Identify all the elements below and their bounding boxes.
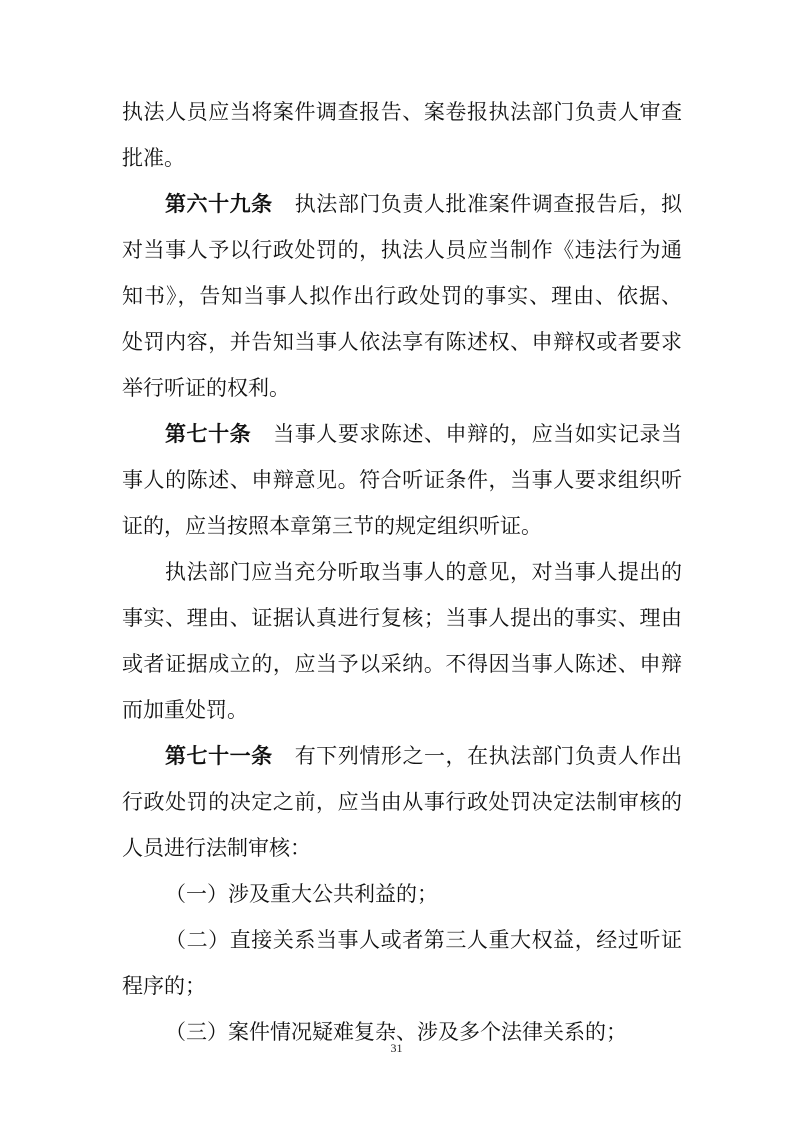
- line-text: 行政处罚的决定之前，应当由从事行政处罚决定法制审核的: [122, 790, 682, 814]
- text-line: [122, 695, 682, 725]
- text-line: [122, 465, 682, 495]
- text-line: [122, 235, 682, 265]
- line-text: 程序的；: [122, 974, 206, 998]
- line-text: 知书》，告知当事人拟作出行政处罚的事实、理由、依据、: [122, 284, 682, 308]
- text-line: [122, 649, 682, 679]
- line-text: 事人的陈述、申辩意见。符合听证条件，当事人要求组织听: [122, 468, 682, 492]
- line-text: 事实、理由、证据认真进行复核；当事人提出的事实、理由: [122, 606, 682, 630]
- line-text: （一）涉及重大公共利益的；: [165, 882, 438, 906]
- line-text: 执法部门应当充分听取当事人的意见，对当事人提出的: [165, 560, 682, 584]
- line-text: 有下列情形之一，在执法部门负责人作出: [294, 744, 682, 768]
- list-item: [165, 879, 682, 909]
- article-number: 第七十条: [165, 421, 252, 446]
- text-line: [122, 833, 682, 863]
- text-line: [122, 327, 682, 357]
- line-text: 执法人员应当将案件调查报告、案卷报执法部门负责人审查: [122, 100, 682, 124]
- article-71-heading-line: [165, 741, 682, 771]
- text-line: [122, 787, 682, 817]
- article-70-heading-line: [165, 419, 682, 449]
- page-number: 31: [390, 1041, 403, 1055]
- line-text: 举行听证的权利。: [122, 376, 290, 400]
- line-text: 对当事人予以行政处罚的，执法人员应当制作《违法行为通: [122, 238, 682, 262]
- article-number: 第六十九条: [165, 191, 273, 216]
- line-text: 批准。: [122, 146, 185, 170]
- article-number: 第七十一条: [165, 743, 273, 768]
- line-text: 或者证据成立的，应当予以采纳。不得因当事人陈述、申辩: [122, 652, 682, 676]
- text-line: [122, 971, 682, 1001]
- text-line: [122, 97, 682, 127]
- line-text: 当事人要求陈述、申辩的，应当如实记录当: [273, 422, 682, 446]
- line-text: 执法部门负责人批准案件调查报告后，拟: [294, 192, 682, 216]
- line-text: （三）案件情况疑难复杂、涉及多个法律关系的；: [165, 1020, 627, 1044]
- text-line: [165, 557, 682, 587]
- text-line: [122, 603, 682, 633]
- text-line: [122, 281, 682, 311]
- text-line: [122, 373, 682, 403]
- line-text: （二）直接关系当事人或者第三人重大权益，经过听证: [165, 928, 682, 952]
- text-line: [122, 143, 682, 173]
- text-line: [122, 511, 682, 541]
- line-text: 人员进行法制审核：: [122, 836, 311, 860]
- line-text: 证的，应当按照本章第三节的规定组织听证。: [122, 514, 542, 538]
- line-text: 而加重处罚。: [122, 698, 248, 722]
- list-item: [165, 925, 682, 955]
- article-69-heading-line: [165, 189, 682, 219]
- line-text: 处罚内容，并告知当事人依法享有陈述权、申辩权或者要求: [122, 330, 682, 354]
